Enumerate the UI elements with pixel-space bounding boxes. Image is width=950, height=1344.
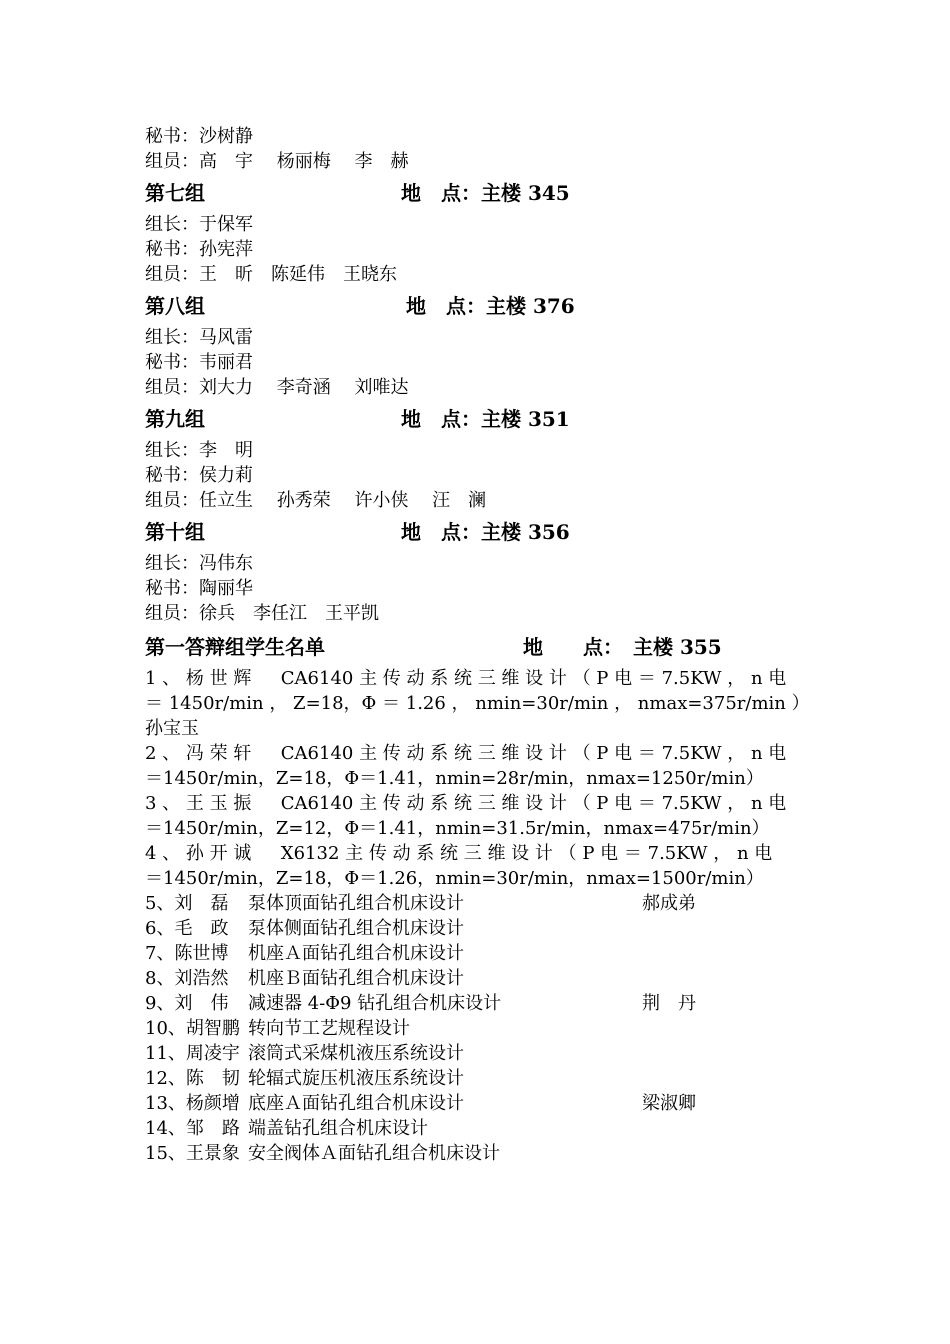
- student-topic-params: ＝1450r/min，Z=18，Φ＝1.26，nmin=30r/min，nmax=1500r/min）: [145, 868, 764, 889]
- student-row: [145, 891, 815, 916]
- student-topic-line: 2 、 冯 荣 轩 CA6140 主 传 动 系 统 三 维 设 计 （ P 电 ＝ 7.5KW ， n 电: [145, 743, 787, 764]
- student-number-name: 12、陈 韧: [145, 1068, 240, 1089]
- group-ten: [145, 519, 815, 626]
- student-row: [145, 941, 815, 966]
- leader-line: 组长：于保军: [145, 214, 253, 235]
- leader-line: 组长：李 明: [145, 440, 253, 461]
- student-row: [145, 1141, 815, 1166]
- members-line: 组员：王 昕 陈延伟 王晓东: [145, 264, 397, 285]
- student-advisor: 荆 丹: [642, 993, 696, 1014]
- student-topic-params: ＝1450r/min，Z=18，Φ＝1.41，nmin=28r/min，nmax=1250r/min）: [145, 768, 764, 789]
- members-line: 组员：徐兵 李任江 王平凯: [145, 603, 379, 624]
- student-advisor: 郝成弟: [642, 893, 696, 914]
- student-number-name: 13、杨颜增: [145, 1093, 240, 1114]
- group-title: 第七组: [145, 181, 205, 205]
- student-entry: [145, 791, 815, 841]
- members-line: 组员：刘大力 李奇涵 刘唯达: [145, 377, 409, 398]
- document-page: [145, 124, 815, 1166]
- group-seven: [145, 180, 815, 287]
- group-six-tail: [145, 124, 815, 174]
- student-row: [145, 916, 815, 941]
- members-line: 组员：高 宇 杨丽梅 李 赫: [145, 151, 409, 172]
- student-number-name: 10、胡智鹏: [145, 1018, 240, 1039]
- student-topic-line: 4 、 孙 开 诚 X6132 主 传 动 系 统 三 维 设 计 （ P 电 ＝ 7.5KW ， n 电: [145, 843, 773, 864]
- group-nine: [145, 406, 815, 513]
- student-number-name: 6、毛 政: [145, 918, 229, 939]
- student-topic: 滚筒式采煤机液压系统设计: [248, 1043, 464, 1064]
- student-row: [145, 966, 815, 991]
- student-row: [145, 1016, 815, 1041]
- student-topic-params: ＝1450r/min，Z=12，Φ＝1.41，nmin=31.5r/min，nmax=475r/min）: [145, 818, 770, 839]
- student-advisor: 梁淑卿: [642, 1093, 696, 1114]
- student-number-name: 8、刘浩然: [145, 968, 229, 989]
- student-topic: 转向节工艺规程设计: [248, 1018, 410, 1039]
- student-topic: 底座Ａ面钻孔组合机床设计: [248, 1093, 464, 1114]
- student-topic: 机座Ｂ面钻孔组合机床设计: [248, 968, 464, 989]
- student-row: [145, 991, 815, 1016]
- group-location: 地 点：主楼 345: [401, 181, 570, 205]
- student-number-name: 9、刘 伟: [145, 993, 229, 1014]
- secretary-line: 秘书：韦丽君: [145, 352, 253, 373]
- student-topic-line: 3 、 王 玉 振 CA6140 主 传 动 系 统 三 维 设 计 （ P 电 ＝ 7.5KW ， n 电: [145, 793, 787, 814]
- student-topic-params: ＝ 1450r/min ， Z=18，Φ ＝ 1.26 ， nmin=30r/min ， nmax=375r/min ）: [145, 693, 810, 714]
- student-topic: 端盖钻孔组合机床设计: [248, 1118, 428, 1139]
- student-topic-line: 1 、 杨 世 辉 CA6140 主 传 动 系 统 三 维 设 计 （ P 电 ＝ 7.5KW ， n 电: [145, 668, 787, 689]
- secretary-line: 秘书：陶丽华: [145, 578, 253, 599]
- group-location: 地 点：主楼 351: [401, 407, 570, 431]
- student-number-name: 11、周凌宇: [145, 1043, 240, 1064]
- group-location: 地 点：主楼 376: [406, 294, 575, 318]
- group-eight: [145, 293, 815, 400]
- secretary-line: 秘书：孙宪萍: [145, 239, 253, 260]
- student-row: [145, 1066, 815, 1091]
- student-topic: 泵体顶面钻孔组合机床设计: [248, 893, 464, 914]
- student-entry: [145, 841, 815, 891]
- leader-line: 组长：冯伟东: [145, 553, 253, 574]
- student-list-location: 地 点： 主楼 355: [523, 635, 722, 659]
- student-row: [145, 1091, 815, 1116]
- student-number-name: 5、刘 磊: [145, 893, 229, 914]
- student-number-name: 14、邹 路: [145, 1118, 240, 1139]
- members-line: 组员：任立生 孙秀荣 许小侠 汪 澜: [145, 490, 487, 511]
- student-advisor: 孙宝玉: [145, 718, 199, 739]
- student-number-name: 15、王景象: [145, 1143, 240, 1164]
- student-topic: 泵体侧面钻孔组合机床设计: [248, 918, 464, 939]
- group-heading: [145, 406, 815, 432]
- student-list-heading: [145, 634, 815, 660]
- student-number-name: 7、陈世博: [145, 943, 229, 964]
- group-title: 第十组: [145, 520, 205, 544]
- leader-line: 组长：马风雷: [145, 327, 253, 348]
- group-heading: [145, 293, 815, 319]
- secretary-line: 秘书：沙树静: [145, 126, 253, 147]
- group-heading: [145, 180, 815, 206]
- student-entry: [145, 741, 815, 791]
- student-topic: 机座Ａ面钻孔组合机床设计: [248, 943, 464, 964]
- group-heading: [145, 519, 815, 545]
- secretary-line: 秘书：侯力莉: [145, 465, 253, 486]
- group-title: 第八组: [145, 294, 205, 318]
- student-list-section: [145, 634, 815, 1166]
- student-row: [145, 1041, 815, 1066]
- group-location: 地 点：主楼 356: [401, 520, 570, 544]
- student-entry: [145, 666, 815, 741]
- student-topic: 减速器 4-Φ9 钻孔组合机床设计: [248, 993, 502, 1014]
- student-row: [145, 1116, 815, 1141]
- student-topic: 轮辐式旋压机液压系统设计: [248, 1068, 464, 1089]
- student-topic: 安全阀体Ａ面钻孔组合机床设计: [248, 1143, 500, 1164]
- student-list-title: 第一答辩组学生名单: [145, 635, 325, 659]
- group-title: 第九组: [145, 407, 205, 431]
